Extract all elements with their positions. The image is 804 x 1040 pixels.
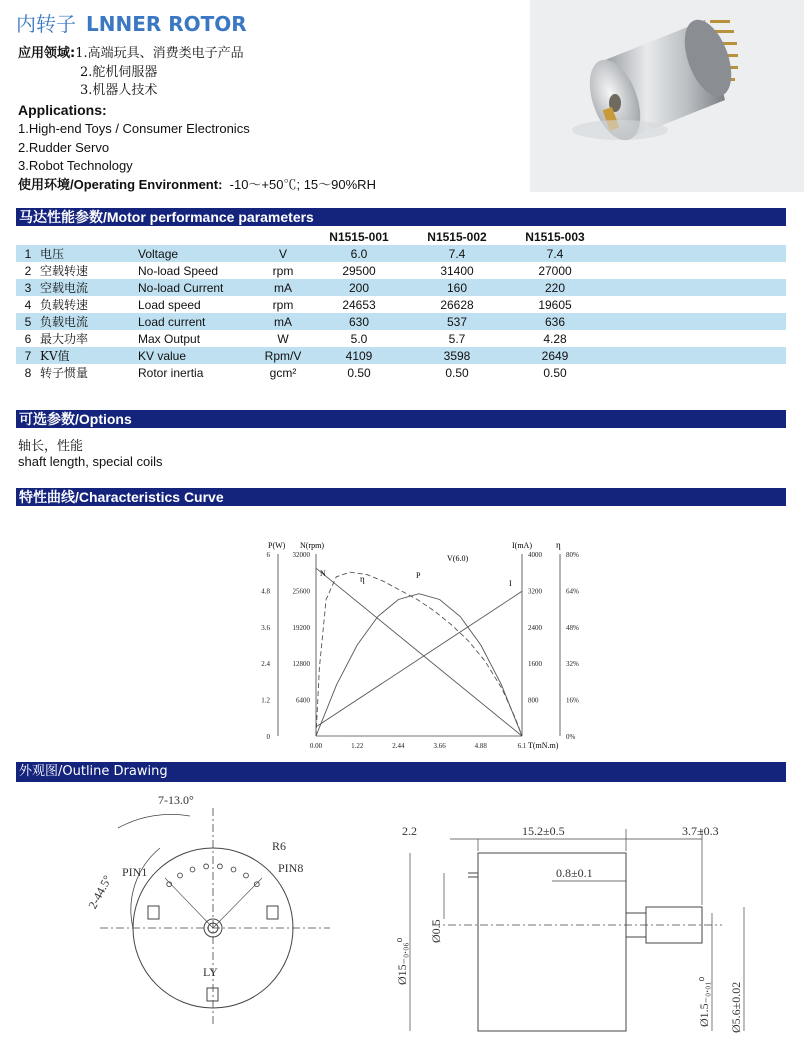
row-number: 4	[24, 297, 32, 312]
applications-en-label: Applications:	[18, 102, 107, 118]
pin-hole	[204, 864, 209, 869]
tick-label-p: 4.8	[261, 587, 270, 596]
param-cn: 电压	[40, 245, 138, 262]
applications-cn-label: 应用领域:	[18, 46, 76, 61]
chart-axes	[278, 554, 560, 736]
param-unit: gcm²	[269, 365, 297, 380]
applications-cn-1	[18, 45, 244, 63]
slot-bottom	[207, 988, 218, 1001]
model-header: N1515-002	[427, 230, 487, 244]
dim-angle-top: 7-13.0°	[158, 793, 194, 807]
table-row	[16, 347, 786, 364]
dim-phi56: Ø5.6±0.02	[729, 981, 743, 1033]
tick-label-n: 12800	[292, 660, 310, 669]
applications-en-item: 1.High-end Toys / Consumer Electronics	[18, 121, 250, 136]
param-value: 26628	[440, 297, 474, 312]
slot-left	[148, 906, 159, 919]
param-value: 537	[408, 313, 506, 330]
param-cn: KV值	[40, 347, 138, 364]
series-label-i: I	[509, 579, 512, 588]
param-value: 636	[506, 313, 604, 330]
dim-phi05: Ø0.5	[429, 919, 443, 943]
dim-37: 3.7±0.3	[682, 824, 719, 838]
pin-ray-1	[165, 878, 213, 928]
param-cn: 空载电流	[40, 279, 138, 296]
performance-section-header: 马达性能参数/Motor performance parameters	[16, 208, 786, 226]
tick-label-p: 6	[266, 551, 270, 559]
tick-label-n: 19200	[292, 623, 310, 632]
tick-label-eta: 0%	[566, 733, 576, 741]
param-en: Rotor inertia	[138, 365, 204, 380]
param-value: 24653	[342, 297, 376, 312]
param-cn: 负载电流	[40, 313, 138, 330]
tick-labels-eta	[566, 551, 579, 741]
chart-annotation: V(6.0)	[447, 554, 469, 563]
applications-cn-item: 1.高端玩具、消费类电子产品	[75, 46, 244, 61]
param-unit: mA	[256, 279, 310, 296]
dim-phi15: Ø15₋₀.₀₆⁰	[395, 937, 409, 985]
tick-label-eta: 16%	[566, 696, 579, 705]
series-line-eta	[316, 572, 522, 736]
tick-labels-i	[528, 551, 543, 705]
chart-curves	[316, 568, 522, 736]
label-pin8: PIN8	[278, 861, 304, 875]
title-cn: 内转子	[16, 12, 76, 36]
tick-label-x: 0.00	[309, 742, 323, 750]
param-value: 3598	[408, 347, 506, 364]
param-unit: Rpm/V	[256, 347, 310, 364]
tick-label-x: 1.22	[351, 742, 364, 750]
tick-label-p: 2.4	[261, 660, 270, 669]
dim-22: 2.2	[402, 824, 417, 838]
param-value: 200	[310, 279, 408, 296]
series-label-p: P	[416, 571, 421, 580]
pin-hole	[218, 864, 223, 869]
param-value: 7.4	[506, 245, 604, 262]
model-header: N1515-001	[329, 230, 389, 244]
param-unit: rpm	[272, 297, 294, 312]
table-row	[16, 313, 786, 330]
param-value: 7.4	[408, 245, 506, 262]
param-value: 4.28	[543, 331, 567, 346]
axis-label-eta: η	[556, 540, 561, 550]
param-value: 19605	[538, 297, 572, 312]
options-cn: 轴长，性能	[18, 439, 84, 454]
row-number: 8	[24, 365, 32, 380]
param-value: 4109	[310, 347, 408, 364]
tick-label-n: 32000	[292, 551, 310, 559]
tick-labels-p	[261, 551, 270, 741]
page-title	[16, 8, 247, 37]
param-value: 2649	[506, 347, 604, 364]
motor-image	[530, 0, 804, 192]
env-value: -10～+50℃; 15～90%RH	[229, 177, 376, 192]
param-value: 5.0	[350, 331, 368, 346]
label-r6: R6	[272, 839, 287, 853]
dim-08: 0.8±0.1	[556, 866, 593, 880]
dim-angle-side: 2-44.5°	[85, 872, 115, 912]
row-number: 2	[24, 263, 32, 278]
product-photo	[530, 0, 804, 192]
param-en: Max Output	[138, 331, 201, 346]
applications-en-item: 3.Robot Technology	[18, 158, 133, 173]
param-value: 160	[408, 279, 506, 296]
tick-label-n: 6400	[296, 696, 310, 705]
param-value: 5.7	[448, 331, 466, 346]
tick-label-x: 6.1	[517, 742, 527, 750]
series-line-i	[316, 591, 522, 727]
pin-hole	[231, 867, 236, 872]
series-label-n: N	[320, 569, 326, 578]
outline-front-view	[40, 788, 360, 1038]
tick-label-eta: 64%	[566, 587, 579, 596]
tick-label-x: 3.66	[433, 742, 446, 750]
applications-cn-item: 3.机器人技术	[80, 83, 158, 98]
tick-label-i: 4000	[528, 551, 542, 559]
series-label-eta: η	[360, 574, 365, 584]
series-line-p	[316, 594, 522, 736]
pin-hole	[244, 873, 249, 878]
param-en: Voltage	[138, 245, 256, 262]
pin-hole	[178, 873, 183, 878]
tick-label-i: 1600	[528, 660, 542, 669]
characteristics-chart	[250, 532, 590, 750]
table-row	[16, 296, 786, 313]
param-value: 27000	[538, 263, 572, 278]
param-cn: 负载转速	[40, 298, 89, 312]
dim-152: 15.2±0.5	[522, 824, 565, 838]
param-en: Load speed	[138, 297, 201, 312]
angle-arc-top	[118, 814, 190, 828]
label-marking: LY	[203, 965, 218, 979]
param-en: No-load Speed	[138, 263, 219, 278]
operating-environment	[18, 176, 376, 194]
param-value: 6.0	[310, 245, 408, 262]
tick-labels-x	[310, 742, 527, 750]
param-value: 0.50	[543, 365, 567, 380]
axis-label-p: P(W)	[268, 541, 286, 550]
axis-label-x: T(mN.m)	[528, 741, 559, 750]
row-number: 1	[16, 245, 40, 262]
tick-label-p: 0	[266, 733, 270, 741]
tick-label-i: 800	[528, 696, 539, 705]
slot-right	[267, 906, 278, 919]
param-unit: mA	[256, 313, 310, 330]
tick-label-p: 3.6	[261, 623, 270, 632]
row-number: 3	[16, 279, 40, 296]
param-cn: 空载转速	[40, 264, 89, 278]
label-pin1: PIN1	[122, 865, 148, 879]
tick-label-p: 1.2	[261, 696, 270, 705]
table-row	[16, 330, 786, 347]
pin-hole	[254, 882, 259, 887]
tick-label-i: 3200	[528, 587, 542, 596]
applications-en-item: 2.Rudder Servo	[18, 140, 110, 155]
outline-section-header: 外观图/Outline Drawing	[16, 762, 786, 782]
table-row	[16, 245, 786, 262]
tick-label-eta: 32%	[566, 660, 579, 669]
tick-label-x: 2.44	[392, 742, 405, 750]
applications-cn-item: 2.舵机伺服器	[80, 65, 158, 80]
tick-label-eta: 80%	[566, 551, 579, 559]
axis-label-i: I(mA)	[512, 541, 532, 550]
row-number: 7	[16, 347, 40, 364]
param-unit: V	[256, 245, 310, 262]
param-value: 29500	[342, 263, 376, 278]
tick-label-n: 25600	[292, 587, 310, 596]
param-en: KV value	[138, 347, 256, 364]
outline-side-view	[392, 815, 782, 1037]
angle-arc-side	[131, 848, 160, 928]
table-row	[16, 262, 786, 279]
row-number: 6	[24, 331, 32, 346]
param-en: No-load Current	[138, 279, 256, 296]
param-value: 630	[310, 313, 408, 330]
param-value: 31400	[440, 263, 474, 278]
table-header-row	[16, 229, 786, 245]
axis-label-n: N(rpm)	[300, 541, 324, 550]
param-cn: 最大功率	[40, 332, 89, 346]
tick-label-eta: 48%	[566, 623, 579, 632]
env-label: 使用环境/Operating Environment:	[18, 177, 223, 192]
param-en: Load current	[138, 313, 256, 330]
motor-body-side	[478, 853, 626, 1031]
options-section-header: 可选参数/Options	[16, 410, 786, 428]
tick-label-x: 4.88	[474, 742, 487, 750]
table-row	[16, 279, 786, 296]
tick-labels-n	[293, 551, 311, 705]
model-header: N1515-003	[525, 230, 585, 244]
row-number: 5	[16, 313, 40, 330]
param-value: 220	[506, 279, 604, 296]
performance-table	[16, 229, 786, 381]
table-row	[16, 364, 786, 381]
title-en: LNNER ROTOR	[86, 12, 247, 36]
param-cn: 转子惯量	[40, 366, 89, 380]
dim-phi15shaft: Ø1.5₋₀.₀₁⁰	[697, 976, 711, 1027]
tick-label-i: 2400	[528, 623, 542, 632]
options-en: shaft length, special coils	[18, 454, 163, 469]
param-unit: rpm	[272, 263, 294, 278]
pin-hole	[190, 867, 195, 872]
param-value: 0.50	[445, 365, 469, 380]
curve-section-header: 特性曲线/Characteristics Curve	[16, 488, 786, 506]
param-value: 0.50	[347, 365, 371, 380]
param-unit: W	[277, 331, 289, 346]
